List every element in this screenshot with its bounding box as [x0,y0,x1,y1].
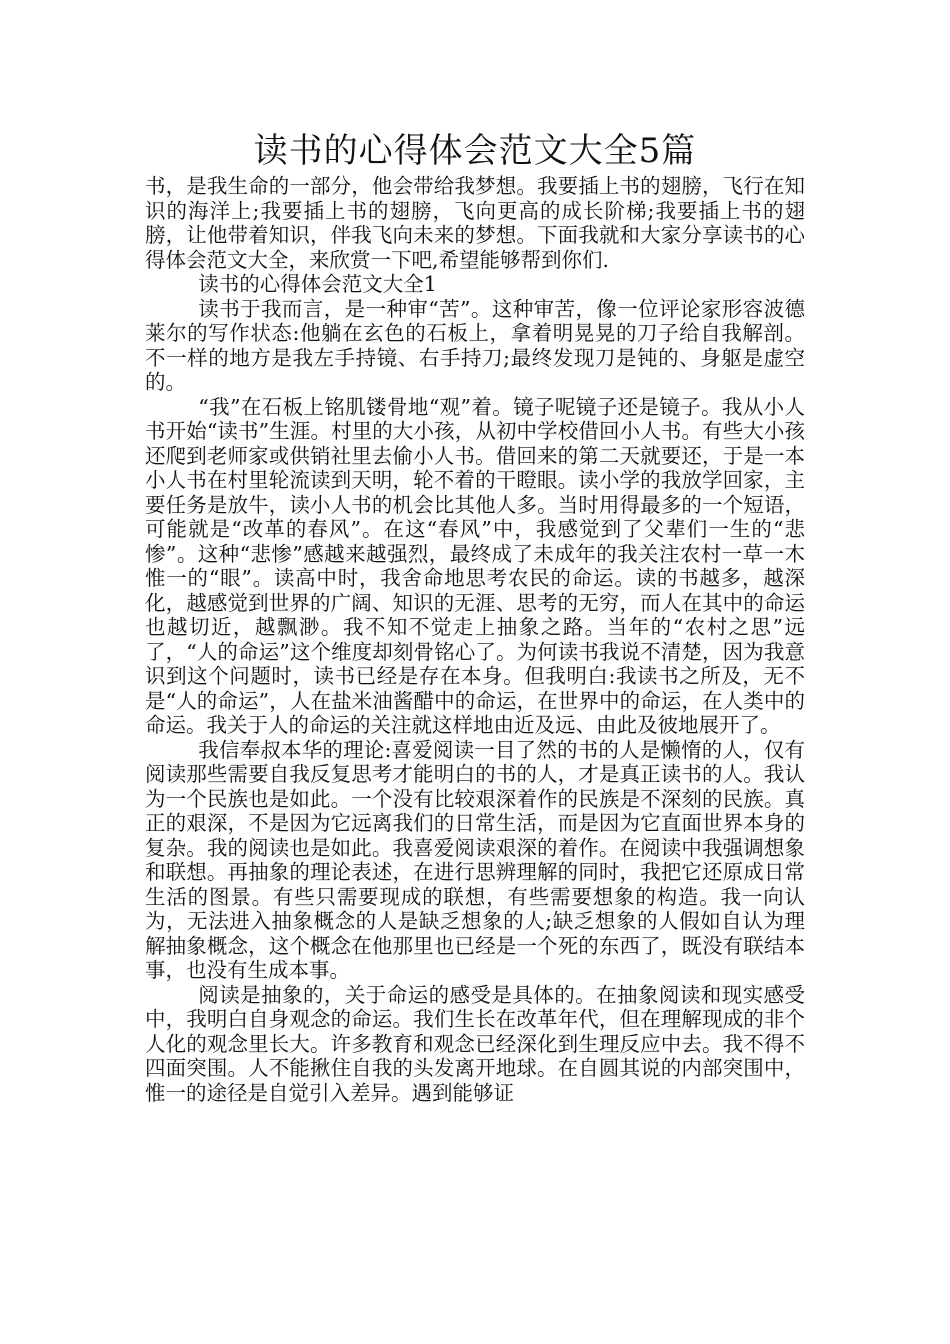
body-paragraph-1: 读书于我而言，是一种审“苦”。这种审苦，像一位评论家形容波德莱尔的写作状态:他躺在玄色的石板上，拿着明晃晃的刀子给自我解剖。不一样的地方是我左手持镜、右手持刀;最终发现刀是钝的、身躯是虚空的。 [145,296,805,394]
body-paragraph-3: 我信奉叔本华的理论:喜爱阅读一目了然的书的人是懒惰的人，仅有阅读那些需要自我反复思考才能明白的书的人，才是真正读书的人。我认为一个民族也是如此。一个没有比较艰深着作的民族是不深刻的民族。真正的艰深，不是因为它远离我们的日常生活，而是因为它直面世界本身的复杂。我的阅读也是如此。我喜爱阅读艰深的着作。在阅读中我强调想象和联想。再抽象的理论表述，在进行思辨理解的同时，我把它还原成日常生活的图景。有些只需要现成的联想，有些需要想象的构造。我一向认为，无法进入抽象概念的人是缺乏想象的人;缺乏想象的人假如自认为理解抽象概念，这个概念在他那里也已经是一个死的东西了，既没有联结本事，也没有生成本事。 [145,737,805,982]
body-paragraph-2: “我”在石板上铭肌镂骨地“观”着。镜子呢镜子还是镜子。我从小人书开始“读书”生涯。村里的大小孩，从初中学校借回小人书。有些大小孩还爬到老师家或供销社里去偷小人书。借回来的第二天就要还，于是一本小人书在村里轮流读到天明，轮不着的干瞪眼。读小学的我放学回家，主要任务是放牛，读小人书的机会比其他人多。当时用得最多的一个短语，可能就是“改革的春风”。在这“春风”中，我感觉到了父辈们一生的“悲惨”。这种“悲惨”感越来越强烈，最终成了未成年的我关注农村一草一木惟一的“眼”。读高中时，我舍命地思考农民的命运。读的书越多，越深化，越感觉到世界的广阔、知识的无涯、思考的无穷，而人在其中的命运也越切近，越飘渺。我不知不觉走上抽象之路。当年的“农村之思”远了，“人的命运”这个维度却刻骨铭心了。为何读书我说不清楚，因为我意识到这个问题时，读书已经是存在本身。但我明白:我读书之所及，无不是“人的命运”，人在盐米油酱醋中的命运，在世界中的命运，在人类中的命运。我关于人的命运的关注就这样地由近及远、由此及彼地展开了。 [145,394,805,737]
document-page [145,128,805,1105]
section-heading: 读书的心得体会范文大全1 [198,272,437,296]
document-title: 读书的心得体会范文大全5篇 [253,131,697,171]
body-paragraph-4: 阅读是抽象的，关于命运的感受是具体的。在抽象阅读和现实感受中，我明白自身观念的命运。我们生长在改革年代，但在理解现成的非个人化的观念里长大。许多教育和观念已经深化到生理反应中去。我不得不四面突围。人不能揪住自我的头发离开地球。在自圆其说的内部突围中，惟一的途径是自觉引入差异。遇到能够证 [145,982,805,1105]
document-body [145,174,805,1105]
intro-paragraph: 书，是我生命的一部分，他会带给我梦想。我要插上书的翅膀，飞行在知识的海洋上;我要插上书的翅膀，飞向更高的成长阶梯;我要插上书的翅膀，让他带着知识，伴我飞向未来的梦想。下面我就和大家分享读书的心得体会范文大全，来欣赏一下吧,希望能够帮到你们. [145,174,805,272]
